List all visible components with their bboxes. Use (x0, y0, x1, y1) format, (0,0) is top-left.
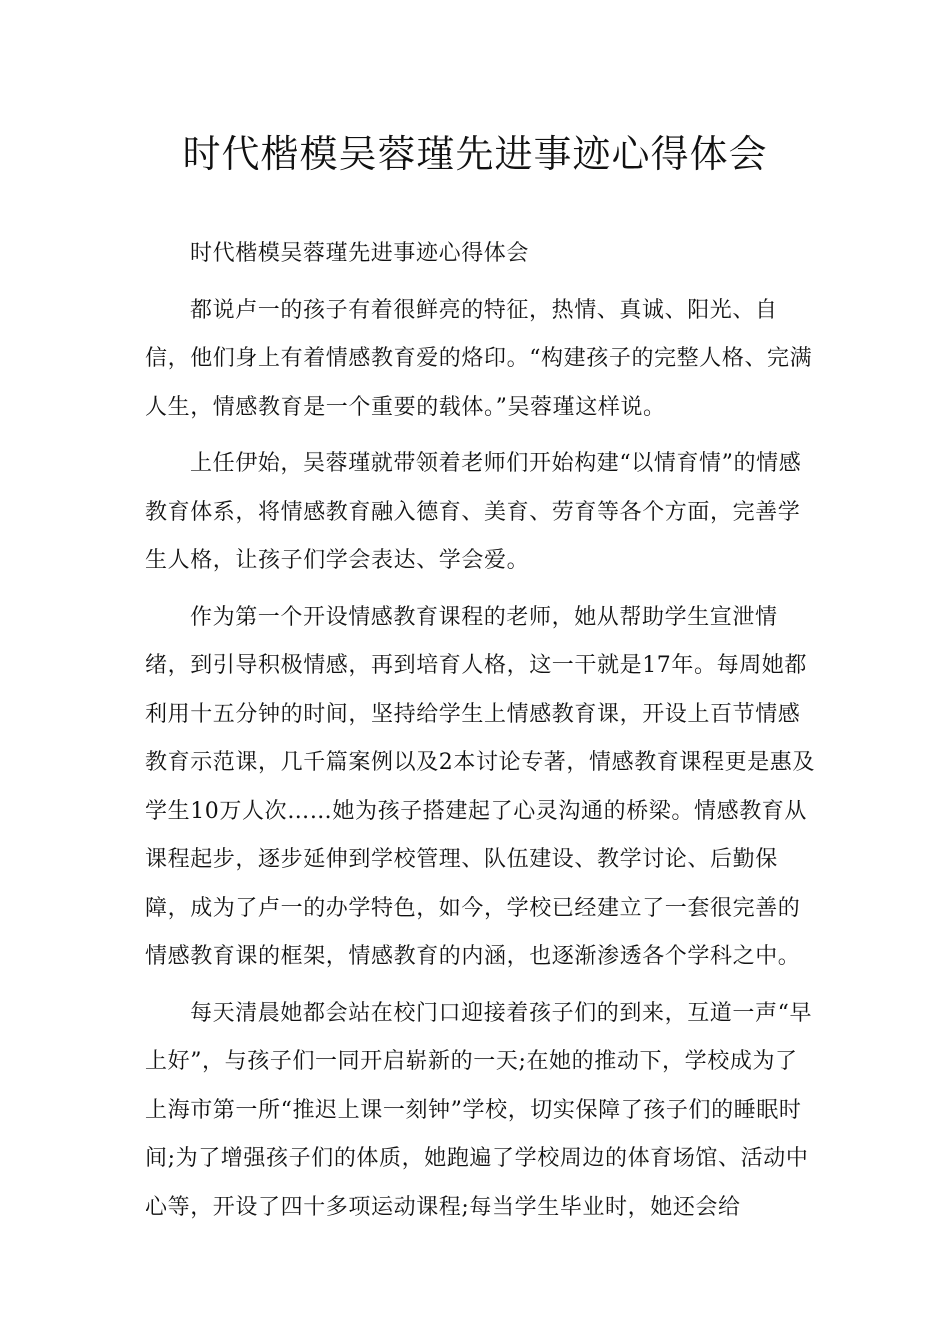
paragraph-4: 每天清晨她都会站在校门口迎接着孩子们的到来，互道一声“早上好”，与孩子们一同开启崭新的一天;在她的推动下，学校成为了上海市第一所“推迟上课一刻钟”学校，切实保障了孩子们的睡眠时间;为了增强孩子们的体质，她跑遍了学校周边的体育场馆、活动中心等，开设了四十多项运动课程;每当学生毕业时，她还会给 (145, 1000, 813, 1220)
document-title: 时代楷模吴蓉瑾先进事迹心得体会 (182, 132, 768, 176)
paragraph-1: 都说卢一的孩子有着很鲜亮的特征，热情、真诚、阳光、自信，他们身上有着情感教育爱的烙印。“构建孩子的完整人格、完满人生，情感教育是一个重要的载体。”吴蓉瑾这样说。 (145, 297, 813, 420)
document-body (145, 230, 815, 1240)
paragraph-3: 作为第一个开设情感教育课程的老师，她从帮助学生宣泄情绪，到引导积极情感，再到培育人格，这一干就是17年。每周她都利用十五分钟的时间，坚持给学生上情感教育课，开设上百节情感教育示范课，几千篇案例以及2本讨论专著，情感教育课程更是惠及学生10万人次……她为孩子搭建起了心灵沟通的桥梁。情感教育从课程起步，逐步延伸到学校管理、队伍建设、教学讨论、后勤保障，成为了卢一的办学特色，如今，学校已经建立了一套很完善的情感教育课的框架，情感教育的内涵，也逐渐渗透各个学科之中。 (145, 604, 815, 969)
paragraph-subtitle: 时代楷模吴蓉瑾先进事迹心得体会 (190, 241, 530, 266)
paragraph-2: 上任伊始，吴蓉瑾就带领着老师们开始构建“以情育情”的情感教育体系，将情感教育融入德育、美育、劳育等各个方面，完善学生人格，让孩子们学会表达、学会爱。 (145, 451, 802, 573)
